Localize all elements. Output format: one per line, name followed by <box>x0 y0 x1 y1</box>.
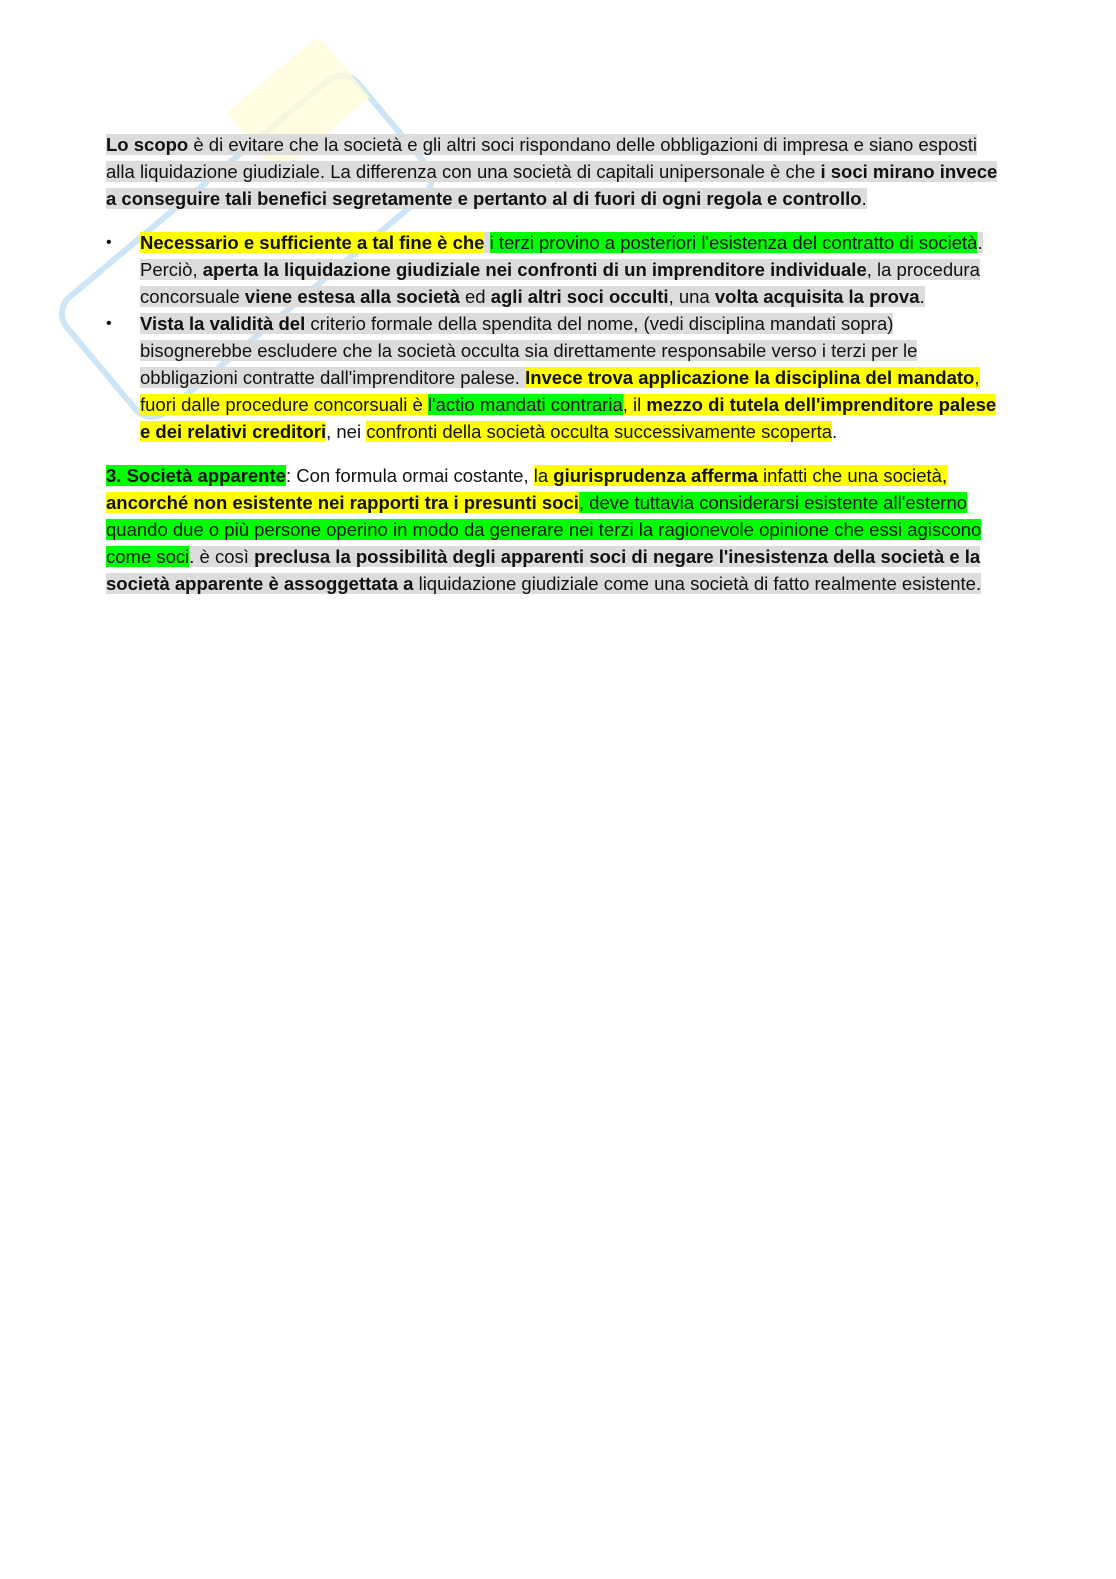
text-run: ed <box>459 286 491 307</box>
text-bold: preclusa la possibilità degli apparenti soci di negare l'inesistenza della società e la società apparente è assoggettata a <box>106 546 981 594</box>
text-run: , il <box>622 394 647 415</box>
text-run: : Con formula ormai costante, <box>285 465 534 486</box>
list-item-vista <box>106 310 1006 445</box>
text-bold: viene estesa alla società <box>244 286 460 307</box>
text-bold: Lo scopo <box>106 134 189 155</box>
text-run: . <box>832 421 838 442</box>
text-run: . <box>861 188 867 209</box>
text-bold: giurisprudenza afferma <box>553 465 758 486</box>
paragraph-societa-apparente <box>106 462 1006 597</box>
text-run: , fuori dalle procedure concorsuali è <box>140 367 980 415</box>
text-run: , una <box>668 286 715 307</box>
bullet-icon: • <box>106 315 112 332</box>
text-run: liquidazione giudiziale come una società di fatto realmente esistente. <box>413 573 982 594</box>
text-highlight-green: l'actio mandati contraria <box>427 394 623 415</box>
text-run: . è così <box>189 546 255 567</box>
text-bold: agli altri soci occulti <box>490 286 669 307</box>
text-highlight-yellow: confronti della società occulta successivamente scoperta <box>366 421 833 442</box>
text-run: è di evitare che la società e gli altri soci rispondano delle obbligazioni di impresa e siano esposti alla liquidazione giudiziale. La differenza con una società di capitali unipersonale è che <box>106 134 977 182</box>
list-item-necessario <box>106 229 1006 310</box>
text-run <box>484 232 489 253</box>
text-bold: i soci mirano invece a conseguire tali benefici segretamente e pertanto al di fuori di ogni regola e controllo <box>106 161 998 209</box>
text-bold: mezzo di tutela dell'imprenditore palese e dei relativi creditori <box>140 394 997 442</box>
text-run: . Perciò, <box>140 232 983 280</box>
document-body <box>106 131 1006 614</box>
text-bold: Vista la validità del <box>140 313 306 334</box>
text-run: criterio formale della spendita del nome, (vedi disciplina mandati sopra) bisognerebbe escludere che la società occulta sia direttamente responsabile verso i terzi per le obbligazioni contratte dall'imprenditore palese. <box>140 313 918 388</box>
text-run: infatti che una società, <box>757 465 948 486</box>
bullet-list <box>106 229 1006 445</box>
text-bold: Necessario e sufficiente a tal fine è che <box>140 232 485 253</box>
text-bold: Invece trova applicazione la disciplina del mandato <box>525 367 975 388</box>
text-run: . <box>919 286 925 307</box>
text-bold: aperta la liquidazione giudiziale nei confronti di un imprenditore individuale <box>202 259 867 280</box>
text-run: la <box>533 465 554 486</box>
text-highlight-green: , deve tuttavia considerarsi esistente all'esterno quando due o più persone operino in modo da generare nei terzi la ragionevole opinione che essi agiscono come soci <box>106 492 982 567</box>
text-bold: ancorché non esistente nei rapporti tra i presunti soci <box>106 492 579 513</box>
text-run: , nei <box>326 421 367 442</box>
text-bold: volta acquisita la prova <box>714 286 920 307</box>
section-heading: 3. Società apparente <box>106 465 286 486</box>
text-highlight-green: i terzi provino a posteriori l'esistenza del contratto di società <box>489 232 978 253</box>
bullet-icon: • <box>106 234 112 251</box>
paragraph-scopo <box>106 131 1006 212</box>
text-run: , la procedura concorsuale <box>140 259 980 307</box>
